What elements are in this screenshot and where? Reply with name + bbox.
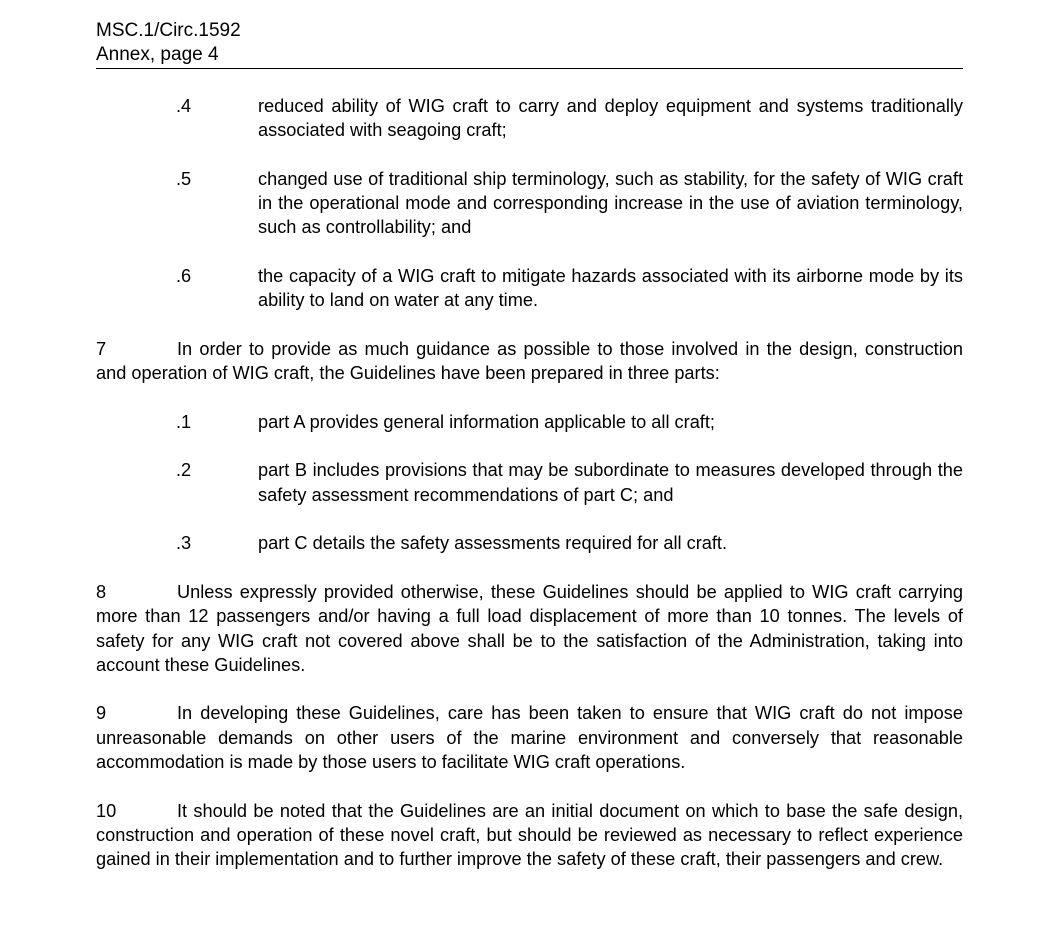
paragraph-text: In order to provide as much guidance as possible to those involved in the design, construction and operation of WIG craft, the Guidelines have been prepared in three parts: bbox=[96, 338, 963, 384]
paragraph-text: Unless expressly provided otherwise, these Guidelines should be applied to WIG craft carrying more than 12 passengers and/or having a full load displacement of more than 10 tonnes. The levels of safety for any WIG craft not covered above shall be to the satisfaction of the Administration, taking into account these Guidelines. bbox=[96, 581, 963, 675]
paragraph bbox=[96, 701, 963, 774]
sub-item-number: .1 bbox=[176, 411, 192, 432]
paragraph-text: In developing these Guidelines, care has been taken to ensure that WIG craft do not impose unreasonable demands on other users of the marine environment and conversely that reasonable accommodation is made by those users to facilitate WIG craft operations. bbox=[96, 703, 963, 773]
paragraph-number: 10 bbox=[96, 800, 117, 821]
paragraph-text: It should be noted that the Guidelines are an initial document on which to base the safe design, construction and operation of these novel craft, but should be reviewed as necessary to reflect experience gained in their implementation and to further improve the safety of these craft, their passengers and crew. bbox=[96, 800, 963, 870]
sub-item bbox=[96, 264, 963, 313]
sub-item bbox=[96, 531, 963, 555]
sub-item-number: .4 bbox=[176, 96, 192, 116]
sub-item-text: part C details the safety assessments required for all craft. bbox=[258, 533, 728, 554]
sub-item-text: reduced ability of WIG craft to carry and deploy equipment and systems traditionally associated with seagoing craft; bbox=[258, 96, 963, 141]
paragraph bbox=[96, 337, 963, 386]
paragraph bbox=[96, 799, 963, 872]
paragraph-number: 8 bbox=[96, 581, 107, 602]
sub-item-number: .3 bbox=[176, 533, 192, 554]
sub-item bbox=[96, 458, 963, 507]
sub-item bbox=[96, 410, 963, 434]
page-reference: Annex, page 4 bbox=[96, 44, 219, 65]
page-header bbox=[96, 0, 963, 69]
paragraph bbox=[96, 580, 963, 677]
sub-item-text: changed use of traditional ship terminology, such as stability, for the safety of WIG craft in the operational mode and corresponding increase in the use of aviation terminology, such as controllability; and bbox=[258, 168, 963, 238]
sub-item-number: .5 bbox=[176, 168, 192, 189]
sub-item-text: part A provides general information applicable to all craft; bbox=[258, 411, 715, 432]
sub-item-text: the capacity of a WIG craft to mitigate hazards associated with its airborne mode by its ability to land on water at any time. bbox=[258, 266, 963, 311]
document-body bbox=[96, 94, 963, 872]
sub-item bbox=[96, 94, 963, 143]
document-reference: MSC.1/Circ.1592 bbox=[96, 20, 241, 41]
sub-item bbox=[96, 167, 963, 240]
document-page bbox=[96, 0, 963, 872]
sub-item-number: .6 bbox=[176, 266, 192, 287]
paragraph-number: 7 bbox=[96, 338, 107, 359]
sub-item-text: part B includes provisions that may be subordinate to measures developed through the safety assessment recommendations of part C; and bbox=[258, 460, 963, 505]
paragraph-number: 9 bbox=[96, 703, 107, 724]
sub-item-number: .2 bbox=[176, 460, 192, 481]
